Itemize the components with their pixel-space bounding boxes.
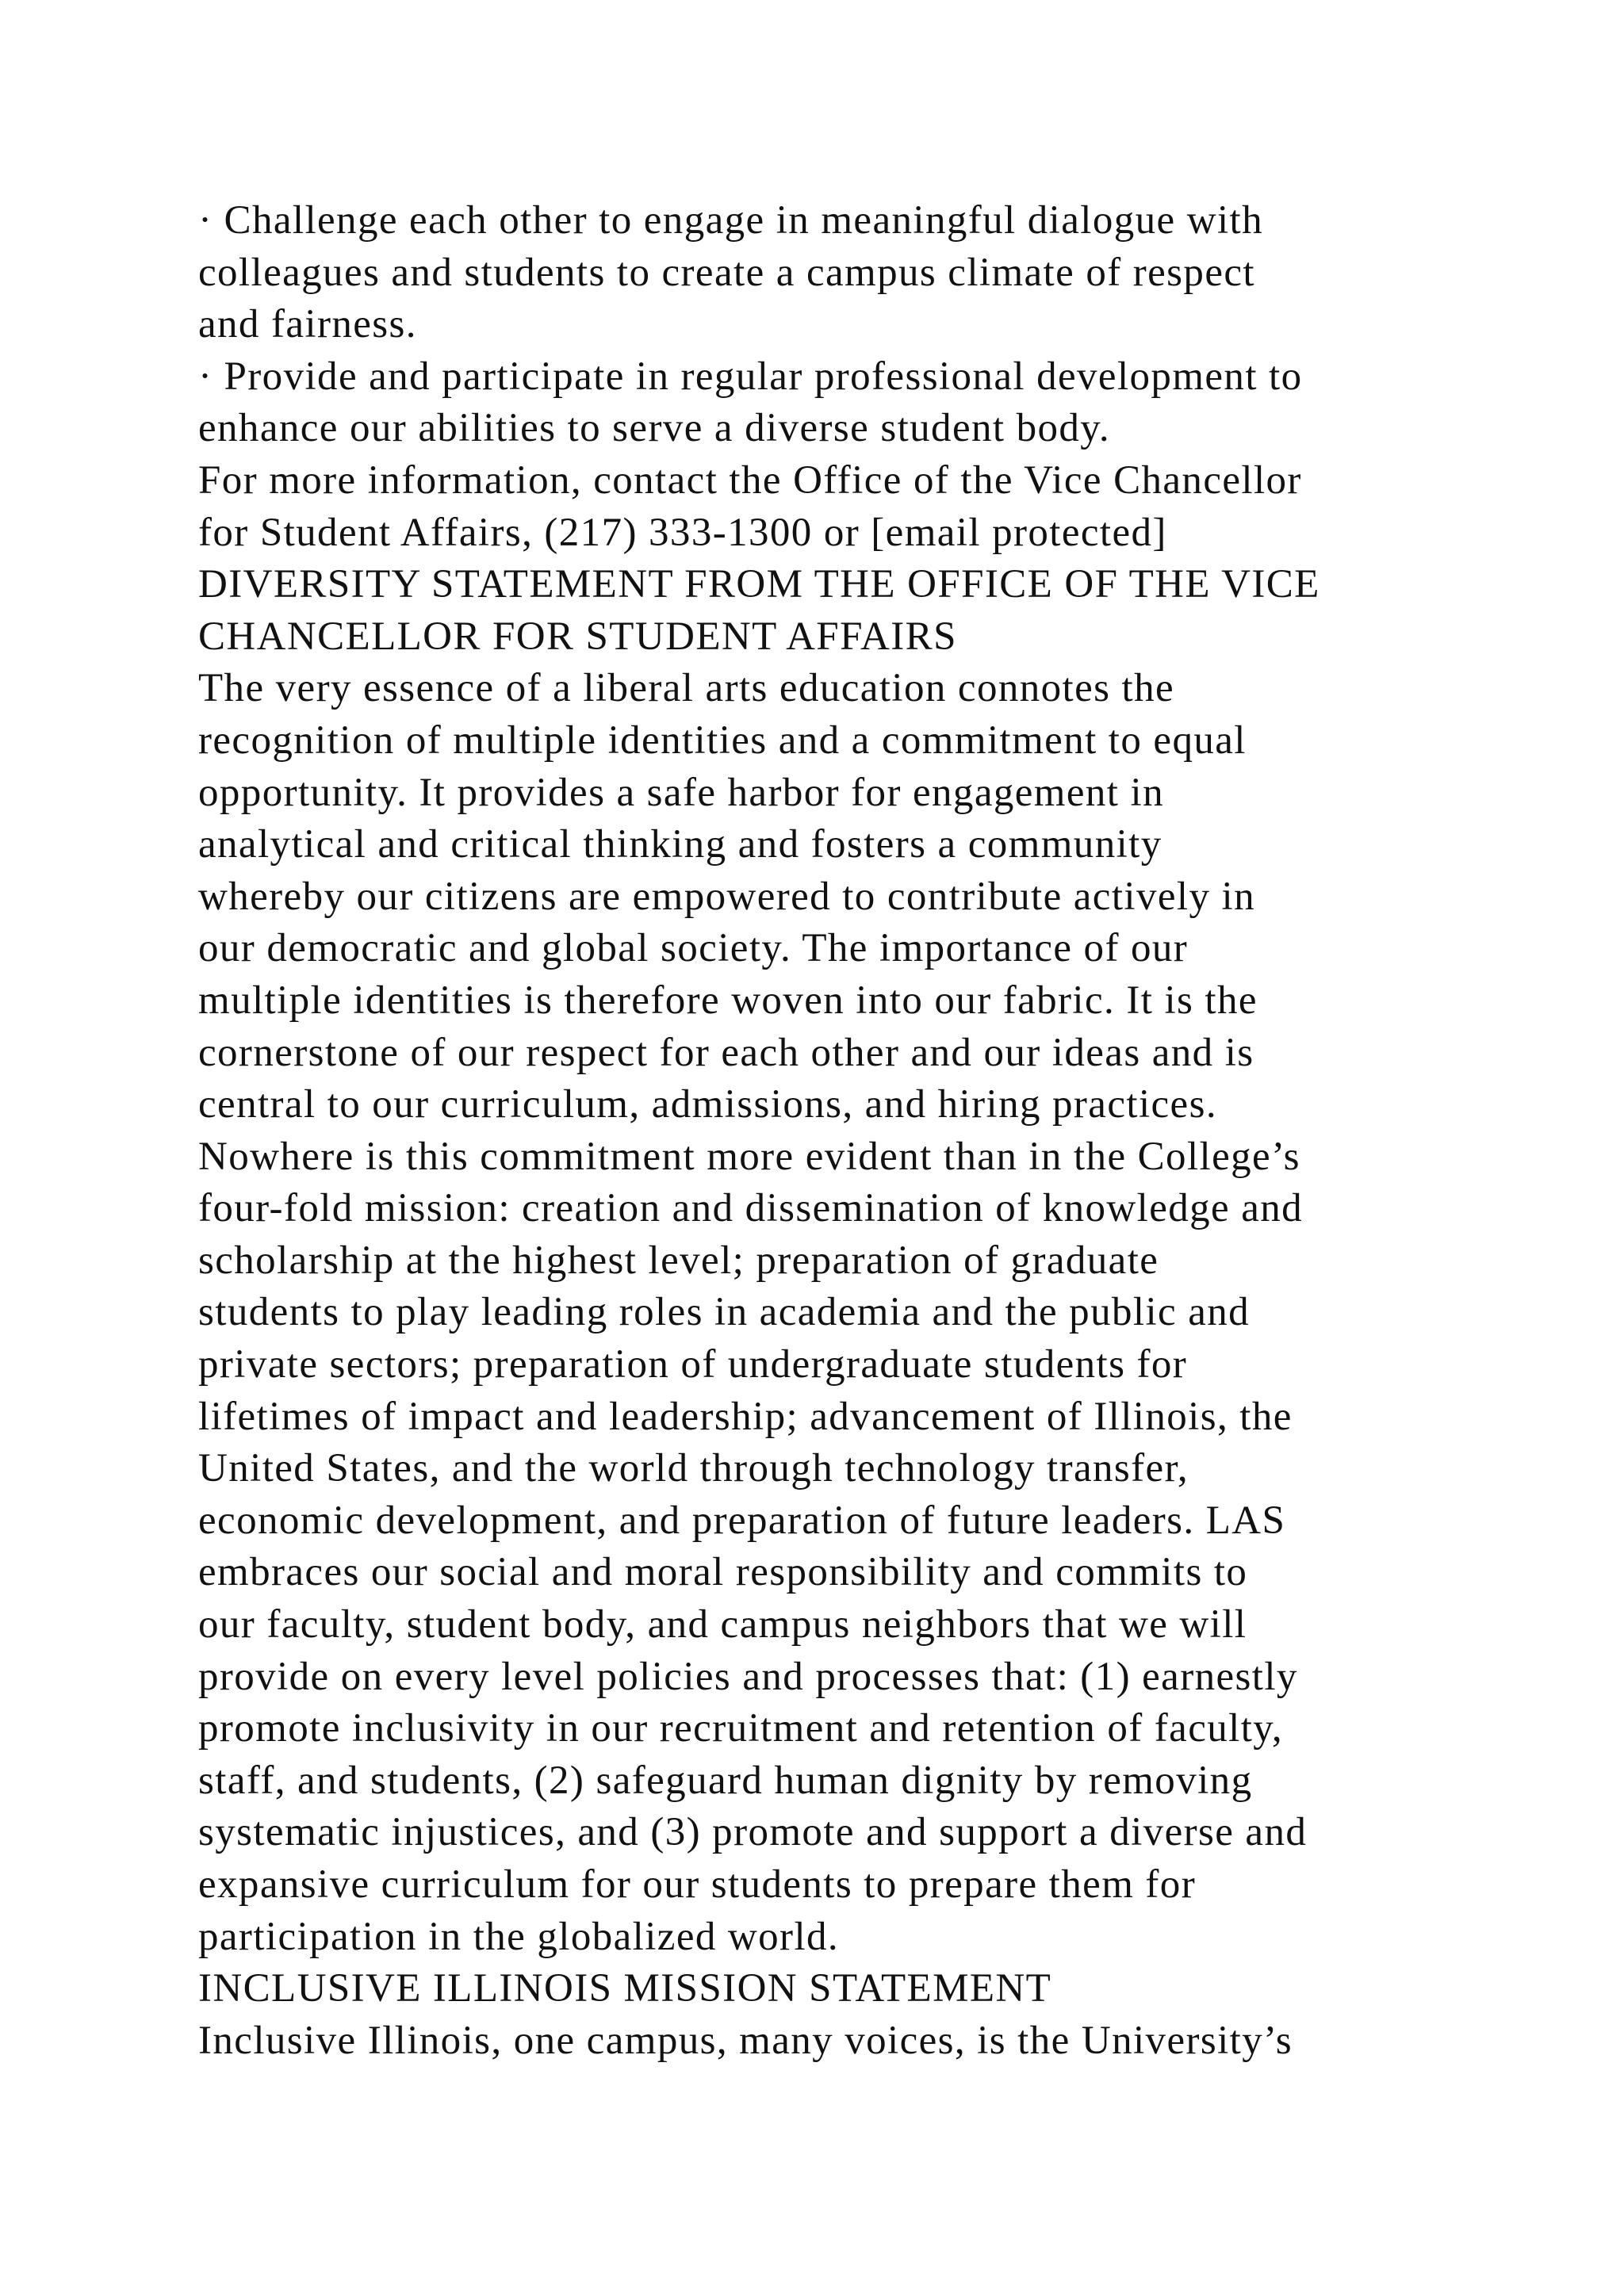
diversity-paragraph-line: embraces our social and moral responsibility and commits to bbox=[198, 1550, 1248, 1595]
diversity-statement-heading-line-2: CHANCELLOR FOR STUDENT AFFAIRS bbox=[198, 614, 957, 659]
bullet-professional-development-line-1: · Provide and participate in regular professional development to bbox=[198, 354, 1303, 399]
diversity-paragraph-line: United States, and the world through technology transfer, bbox=[198, 1446, 1189, 1491]
document-body-text bbox=[198, 195, 1530, 2067]
diversity-paragraph-line: promote inclusivity in our recruitment and retention of faculty, bbox=[198, 1706, 1284, 1751]
inclusive-illinois-heading: INCLUSIVE ILLINOIS MISSION STATEMENT bbox=[198, 1966, 1052, 2011]
diversity-paragraph-line: private sectors; preparation of undergraduate students for bbox=[198, 1342, 1188, 1387]
diversity-paragraph-line: multiple identities is therefore woven into our fabric. It is the bbox=[198, 978, 1258, 1023]
diversity-statement-heading-line-1: DIVERSITY STATEMENT FROM THE OFFICE OF THE VICE bbox=[198, 562, 1320, 607]
diversity-paragraph-line: participation in the globalized world. bbox=[198, 1914, 840, 1959]
bullet-challenge-dialogue-line-1: · Challenge each other to engage in meaningful dialogue with bbox=[198, 198, 1263, 243]
diversity-paragraph-line: central to our curriculum, admissions, and hiring practices. bbox=[198, 1082, 1217, 1127]
diversity-paragraph-line: staff, and students, (2) safeguard human dignity by removing bbox=[198, 1758, 1253, 1803]
diversity-paragraph-line: four-fold mission: creation and dissemination of knowledge and bbox=[198, 1186, 1304, 1231]
diversity-paragraph-line: provide on every level policies and processes that: (1) earnestly bbox=[198, 1654, 1298, 1699]
diversity-paragraph-line: whereby our citizens are empowered to contribute actively in bbox=[198, 874, 1256, 919]
diversity-paragraph-line: The very essence of a liberal arts education connotes the bbox=[198, 666, 1175, 711]
diversity-paragraph-line: our faculty, student body, and campus neighbors that we will bbox=[198, 1602, 1247, 1647]
diversity-paragraph-line: our democratic and global society. The importance of our bbox=[198, 926, 1189, 971]
bullet-challenge-dialogue-line-3: and fairness. bbox=[198, 302, 417, 347]
diversity-paragraph-line: Nowhere is this commitment more evident than in the College’s bbox=[198, 1134, 1300, 1179]
contact-info-line-2: for Student Affairs, (217) 333-1300 or [email protected] bbox=[198, 510, 1167, 555]
contact-info-line-1: For more information, contact the Office of the Vice Chancellor bbox=[198, 457, 1302, 503]
diversity-paragraph-line: economic development, and preparation of future leaders. LAS bbox=[198, 1498, 1286, 1543]
diversity-paragraph-line: students to play leading roles in academia and the public and bbox=[198, 1290, 1251, 1335]
diversity-paragraph-line: analytical and critical thinking and fosters a community bbox=[198, 822, 1162, 867]
diversity-paragraph-line: expansive curriculum for our students to prepare them for bbox=[198, 1862, 1197, 1907]
bullet-professional-development-line-2: enhance our abilities to serve a diverse student body. bbox=[198, 406, 1111, 451]
bullet-challenge-dialogue-line-2: colleagues and students to create a campus climate of respect bbox=[198, 250, 1255, 295]
diversity-paragraph-line: cornerstone of our respect for each other and our ideas and is bbox=[198, 1030, 1254, 1075]
diversity-paragraph-line: lifetimes of impact and leadership; advancement of Illinois, the bbox=[198, 1394, 1293, 1439]
inclusive-illinois-paragraph-line: Inclusive Illinois, one campus, many voices, is the University’s bbox=[198, 2018, 1293, 2063]
diversity-paragraph-line: recognition of multiple identities and a commitment to equal bbox=[198, 718, 1247, 763]
diversity-paragraph-line: scholarship at the highest level; preparation of graduate bbox=[198, 1238, 1159, 1283]
diversity-paragraph-line: opportunity. It provides a safe harbor for engagement in bbox=[198, 770, 1164, 815]
diversity-paragraph-line: systematic injustices, and (3) promote and support a diverse and bbox=[198, 1810, 1308, 1855]
